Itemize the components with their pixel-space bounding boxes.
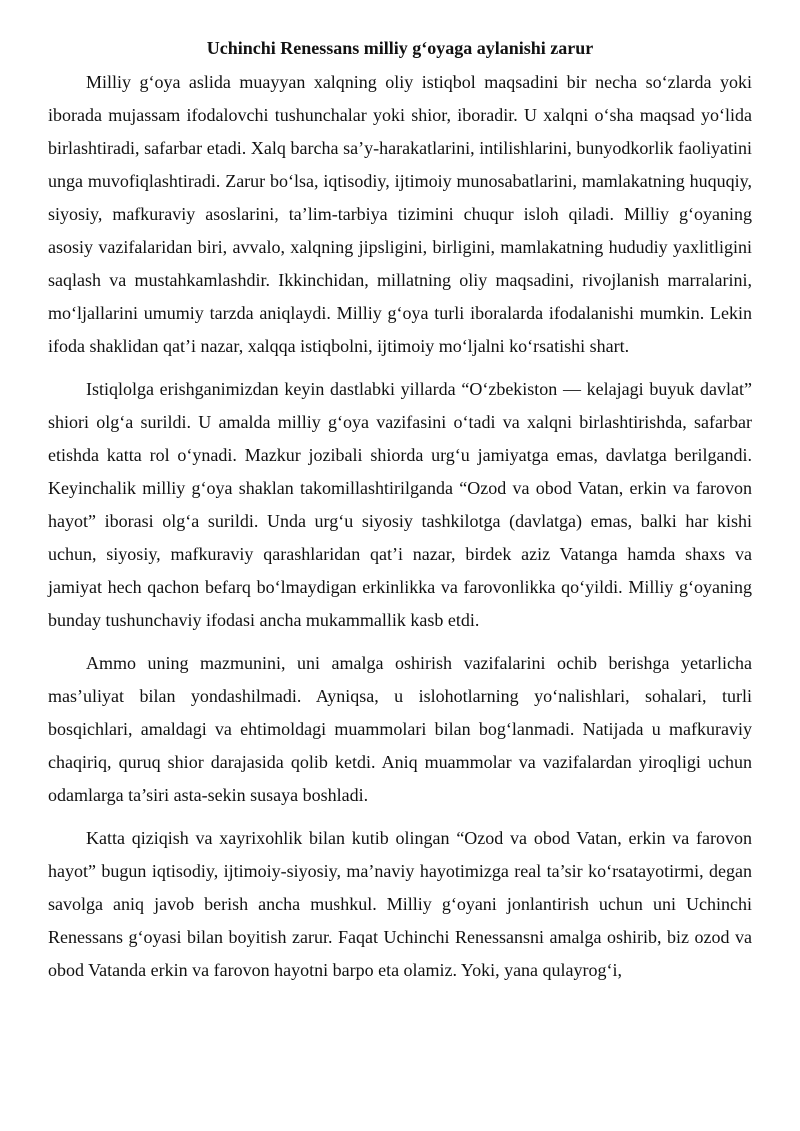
paragraph-4: Katta qiziqish va xayrixohlik bilan kutib olingan “Ozod va obod Vatan, erkin va farovon hayot” bugun iqtisodiy, ijtimoiy-siyosiy, ma’naviy hayotimizga real ta’sir ko‘rsatayotirmi, degan savolga aniq javob berish ancha mushkul. Milliy g‘oyani jonlantirish uchun uni Uchinchi Renessans g‘oyasi bilan boyitish zarur. Faqat Uchinchi Renessansni amalga oshirib, biz ozod va obod Vatanda erkin va farovon hayotni barpo eta olamiz. Yoki, yana qulayrog‘i, (48, 828, 752, 980)
document-body (48, 36, 752, 987)
document-title: Uchinchi Renessans milliy g‘oyaga aylanishi zarur (206, 38, 594, 58)
paragraph-1: Milliy g‘oya aslida muayyan xalqning oliy istiqbol maqsadini bir necha so‘zlarda yoki iborada mujassam ifodalovchi tushunchalar yoki shior, iboradir. U xalqni o‘sha maqsad yo‘lida birlashtiradi, safarbar etadi. Xalq barcha sa’y-harakatlarini, intilishlarini, bunyodkorlik faoliyatini unga muvofiqlashtiradi. Zarur bo‘lsa, iqtisodiy, ijtimoiy munosabatlarini, mamlakatning huquqiy, siyosiy, mafkuraviy asoslarini, ta’lim-tarbiya tizimini chuqur isloh qiladi. Milliy g‘oyaning asosiy vazifalaridan biri, avvalo, xalqning jipsligini, birligini, mamlakatning hududiy yaxlitligini saqlash va mustahkamlashdir. Ikkinchidan, millatning oliy maqsadini, rivojlanish marralarini, mo‘ljallarini umumiy tarzda aniqlaydi. Milliy g‘oya turli iboralarda ifodalanishi mumkin. Lekin ifoda shaklidan qat’i nazar, xalqqa istiqbolni, ijtimoiy mo‘ljalni ko‘rsatishi shart. (48, 72, 752, 356)
paragraph-3: Ammo uning mazmunini, uni amalga oshirish vazifalarini ochib berishga yetarlicha mas’uliyat bilan yondashilmadi. Ayniqsa, u islohotlarning yo‘nalishlari, sohalari, turli bosqichlari, amaldagi va ehtimoldagi muammolari bilan bog‘lanmadi. Natijada u mafkuraviy chaqiriq, quruq shior darajasida qolib ketdi. Aniq muammolar va vazifalardan yiroqligi uchun odamlarga ta’siri asta-sekin susaya boshladi. (48, 653, 752, 805)
paragraph-2: Istiqlolga erishganimizdan keyin dastlabki yillarda “O‘zbekiston — kelajagi buyuk davlat” shiori olg‘a surildi. U amalda milliy g‘oya vazifasini o‘tadi va xalqni birlashtirishda, safarbar etishda katta rol o‘ynadi. Mazkur jozibali shiorda urg‘u jamiyatga emas, davlatga berilgandi. Keyinchalik milliy g‘oya shaklan takomillashtirilganda “Ozod va obod Vatan, erkin va farovon hayot” iborasi olg‘a surildi. Unda urg‘u siyosiy tashkilotga (davlatga) emas, balki har kishi uchun, siyosiy, mafkuraviy qarashlaridan qat’i nazar, birdek aziz Vatanga hamda shaxs va jamiyat hech qachon befarq bo‘lmaydigan erkinlikka va farovonlikka qo‘yildi. Milliy g‘oyaning bunday tushunchaviy ifodasi ancha mukammallik kasb etdi. (48, 379, 752, 630)
